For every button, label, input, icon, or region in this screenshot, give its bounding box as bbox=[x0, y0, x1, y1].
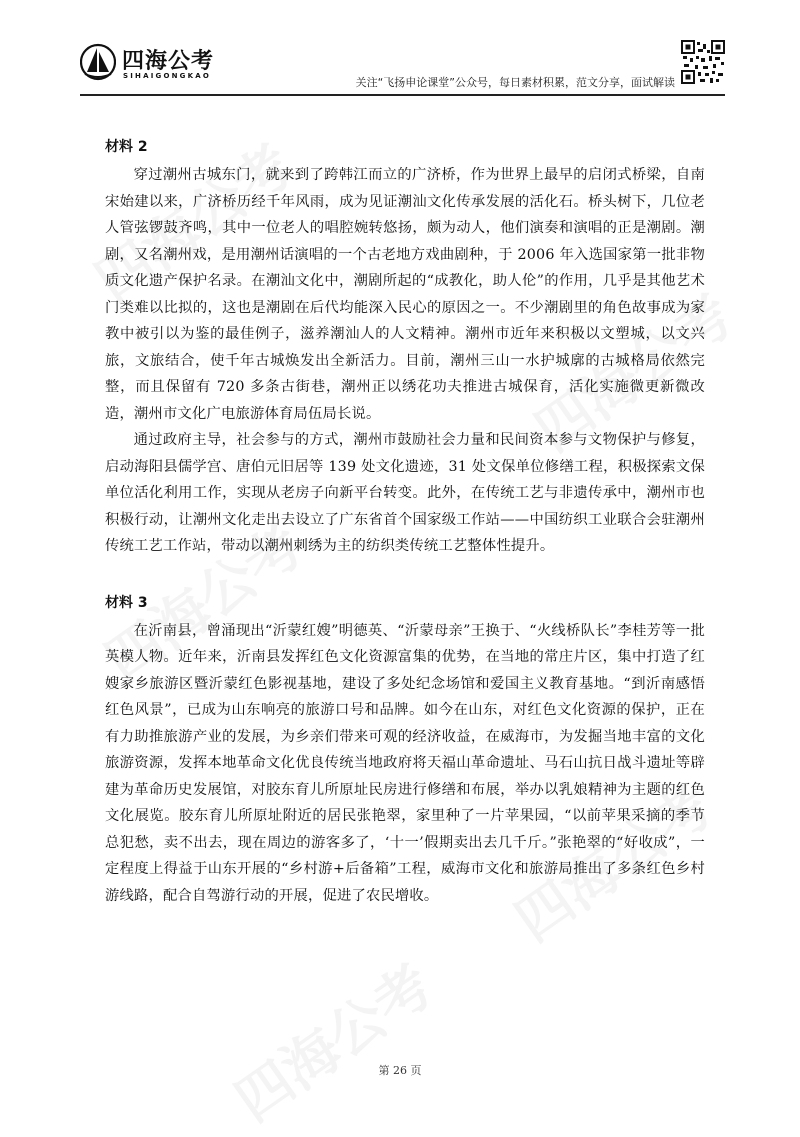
section-title: 材料 3 bbox=[105, 594, 148, 611]
header-divider bbox=[80, 94, 725, 96]
brand-logo bbox=[80, 42, 230, 86]
page-number: 第 26 页 bbox=[378, 1064, 422, 1077]
section-spacer bbox=[105, 560, 705, 588]
header-slogan: 关注“飞扬申论课堂”公众号，每日素材积累，范文分享，面试解读 bbox=[355, 76, 675, 89]
page-header bbox=[80, 40, 725, 92]
sail-logo-icon bbox=[80, 42, 116, 82]
watermark bbox=[217, 943, 446, 1137]
document-body bbox=[105, 132, 705, 909]
paragraph: 在沂南县，曾涌现出“沂蒙红嫂”明德英、“沂蒙母亲”王换于、“火线桥队长”李桂芳等一批英模人物。近年来，沂南县发挥红色文化资源富集的优势，在当地的常庄片区，集中打造了红嫂家乡旅游区暨沂蒙红色影视基地，建设了多处纪念场馆和爱国主义教育基地。“到沂南感悟红色风景”，已成为山东响亮的旅游口号和品牌。如今在山东，对红色文化资源的保护，正在有力助推旅游产业的发展，为乡亲们带来可观的经济收益，在威海市，为发掘当地丰富的文化旅游资源，发挥本地革命文化优良传统当地政府将天福山革命遗址、马石山抗日战斗遗址等辟建为革命历史发展馆，对胶东育儿所原址民房进行修缮和布展，举办以乳娘精神为主题的红色文化展览。胶东育儿所原址附近的居民张艳翠，家里种了一片苹果园，“以前苹果采摘的季节总犯愁，卖不出去，现在周边的游客多了，‘十一’假期卖出去几千斤。”张艳翠的“好收成”，一定程度上得益于山东开展的“乡村游+后备箱”工程，威海市文化和旅游局推出了多条红色乡村游线路，配合自驾游行动的开展，促进了农民增收。 bbox=[105, 622, 705, 904]
paragraph: 穿过潮州古城东门，就来到了跨韩江而立的广济桥，作为世界上最早的启闭式桥梁，自南宋始建以来，广济桥历经千年风雨，成为见证潮汕文化传承发展的活化石。桥头树下，几位老人管弦锣鼓齐鸣，其中一位老人的唱腔婉转悠扬，颇为动人，他们演奏和演唱的正是潮剧。潮剧，又名潮州戏，是用潮州话演唱的一个古老地方戏曲剧种，于 2006 年入选国家第一批非物质文化遗产保护名录。在潮汕文化中，潮剧所起的“成教化，助人伦”的作用，几乎是其他艺术门类难以比拟的，这也是潮剧在后代均能深入民心的原因之一。不少潮剧里的角色故事成为家教中被引以为鉴的最佳例子，滋养潮汕人的人文精神。潮州市近年来积极以文塑城，以文兴旅，文旅结合，使千年古城焕发出全新活力。目前，潮州三山一水护城廓的古城格局依然完整，而且保留有 720 多条古街巷，潮州正以绣花功夫推进古城保育，活化实施微更新微改造，潮州市文化广电旅游体育局伍局长说。 bbox=[105, 167, 705, 422]
paragraph: 通过政府主导，社会参与的方式，潮州市鼓励社会力量和民间资本参与文物保护与修复，启动海阳县儒学宫、唐伯元旧居等 139 处文化遗迹，31 处文保单位修缮工程，积极探索文保单位活化利用工作，实现从老房子向新平台转变。此外，在传统工艺与非遗传承中，潮州市也积极行动，让潮州文化走出去设立了广东省首个国家级工作站——中国纺织工业联合会驻潮州传统工艺工作站，带动以潮州刺绣为主的纺织类传统工艺整体性提升。 bbox=[105, 432, 705, 554]
logo-subtext: SIHAIGONGKAO bbox=[123, 72, 212, 80]
section-title: 材料 2 bbox=[105, 139, 148, 155]
logo-text: 四海公考 bbox=[122, 49, 215, 74]
qr-code-icon bbox=[681, 40, 725, 84]
